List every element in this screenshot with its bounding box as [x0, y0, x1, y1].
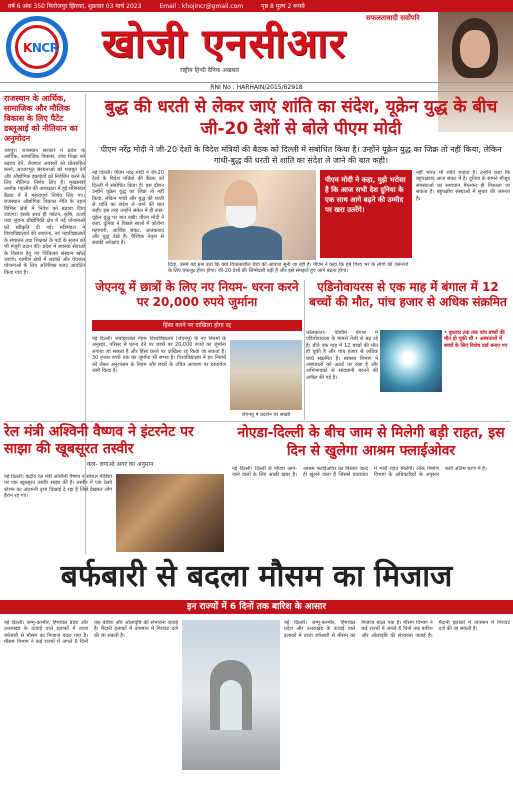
lead-column-3: दिया, उसमें यह प्रश्न उठा कि क्या विकासशील देशों की आवाज सुनी जा रही है। पीएम ने कहा कि हमें विश्व भर के लोगों की जरूरतों के लिए एकजुट होना होगा। जी-20 देशों की जिम्मेदारी बड़ी है और इसे समझते हुए आगे बढ़ना होगा। — [168, 262, 408, 275]
jnu-caption: जेएनयू में प्रदर्शन पर सख्ती — [241, 412, 291, 418]
logo-text: KNCR — [23, 41, 59, 55]
weather-body-left: नई दिल्ली। जम्मू-कश्मीर, हिमाचल प्रदेश और उत्तराखंड के ऊंचाई वाले इलाकों में ताजा बर्फबारी से मौसम का मिजाज बदल गया है। मौसम विभाग ने कई राज्यों में अगले 6 दिनों तक बारिश और ओलावृष्टि की संभावना जताई है। मैदानी इलाकों में तापमान में गिरावट दर्ज की जा सकती है। — [4, 620, 178, 646]
india-gate-photo — [182, 620, 280, 770]
rail-body: नई दिल्ली। केंद्रीय रेल मंत्री अश्विनी वैष्णव ने सोशल मीडिया पर एक खूबसूरत तस्वीर साझा की है। तस्वीर में एक रेलवे स्टेशन का अंदरूनी दृश्य दिखाई दे रहा है जिसे देखकर लोग हैरान रह गए। — [4, 474, 112, 500]
page-info: पृष्ठ 8 मूल्य 2 रूपये — [261, 3, 305, 10]
left-column-body: जयपुर। राजस्थान सरकार ने प्रदेश के आर्थिक, सामाजिक विकास, उच्च शिक्षा को बढ़ावा देने, रोजगार अवसरों को प्रोत्साहित करने, आधारभूत संरचनाओं को मजबूत देने और औद्योगिक इकाइयों को निवेशित करने के लिए नीतिगत निर्णय लिए हैं। मुख्यमंत्री अशोक गहलोत की अध्यक्षता में हुई मंत्रिमंडल बैठक में ये महत्वपूर्ण निर्णय लिए गए। राजस्थान औद्योगिक विकास नीति के तहत विभिन्न क्षेत्रों में निवेश को बढ़ावा दिया जाएगा। इसके साथ ही पर्यटन, कृषि, ऊर्जा तथा सूचना प्रौद्योगिकी क्षेत्र में नई योजनाओं को स्वीकृति दी गई। मंत्रिमंडल ने विश्वविद्यालयों की स्थापना, नए महाविद्यालयों के संचालन तथा शिक्षकों के पदों के सृजन को भी मंजूरी प्रदान की। प्रदेश में स्वास्थ्य सेवाओं के विस्तार हेतु नए चिकित्सा संस्थान खोले जाएंगे। ग्रामीण क्षेत्रों में सड़कों और पेयजल योजनाओं के लिए अतिरिक्त बजट आवंटित किया गया है। — [4, 148, 85, 276]
top-info-bar — [0, 0, 513, 12]
adeno-body: कोलकाता। पश्चिम बंगाल में एडिनोवायरस के मामले तेजी से बढ़ रहे हैं। बीते एक माह में 12 बच्चों की मौत हो चुकी है और पांच हजार से अधिक बच्चे संक्रमित हैं। स्वास्थ्य विभाग ने अस्पतालों को अलर्ट पर रखा है और अभिभावकों से सावधानी बरतने की अपील की गई है। — [306, 330, 378, 381]
photo-face — [460, 30, 490, 68]
jnu-headline[interactable]: जेएनयू में छात्रों के लिए नए नियम- धरना करने पर 20,000 रुपये जुर्माना — [95, 280, 299, 309]
masthead-tagline: सफलतावादी सर्वोपरि — [366, 14, 420, 22]
ncr-logo — [6, 16, 68, 78]
virus-illustration — [380, 330, 442, 392]
email-link[interactable]: Email : khojincr@gmail.com — [159, 2, 244, 10]
weather-headline[interactable]: बर्फबारी से बदला मौसम का मिजाज — [60, 559, 453, 594]
adeno-bullets: • बुधवार तक तक पांच बच्चों की मौत हो चुकी थी • अस्पतालों में बच्चों के लिए विशेष वार्ड बनाए गए — [444, 330, 508, 349]
photo-beard — [226, 206, 256, 228]
adeno-headline[interactable]: एडिनोवायरस से एक माह में बंगाल में 12 बच्चों की मौत, पांच हजार से अधिक संक्रमित — [309, 280, 507, 309]
railway-station-photo — [116, 474, 224, 552]
column-divider — [304, 280, 305, 420]
lead-headline[interactable]: बुद्ध की धरती से लेकर जाएं शांति का संदेश, यूक्रेन युद्ध के बीच जी-20 देशों से बोले पीएम मोदी — [104, 97, 498, 139]
weather-body-right: नई दिल्ली। जम्मू-कश्मीर, हिमाचल प्रदेश और उत्तराखंड के ऊंचाई वाले इलाकों में ताजा बर्फबारी से मौसम का मिजाज बदल गया है। मौसम विभाग ने कई राज्यों में अगले 6 दिनों तक बारिश और ओलावृष्टि की संभावना जताई है। मैदानी इलाकों में तापमान में गिरावट दर्ज की जा सकती है। — [284, 620, 510, 639]
pm-modi-photo — [168, 170, 316, 260]
masthead-subtitle: राष्ट्रीय हिन्दी दैनिक अखबार — [180, 67, 240, 74]
section-divider — [4, 421, 510, 422]
jnu-campus-photo — [230, 340, 302, 410]
jnu-body: नई दिल्ली। जवाहरलाल नेहरू विश्वविद्यालय (जेएनयू) के नए नियमों के अनुसार, परिसर में धरना देने पर छात्रों पर 20,000 रुपये का जुर्माना लगाया जा सकता है और हिंसा करने पर दाखिला रद्द किया जा सकता है। 30 हजार रुपये तक का जुर्माना भी संभव है। विश्वविद्यालय ने इन नियमों को लेकर अनुशासन के नियम और छात्रों के उचित आचरण पर दस्तावेज जारी किया है। — [92, 336, 226, 375]
gate-opening — [220, 680, 242, 730]
weather-strip: इन राज्यों में 6 दिनों तक बारिश के आसार — [0, 600, 513, 614]
rail-subhead: कल- लगाओ अगर का अनुमान — [86, 461, 154, 468]
left-column-headline: राजस्थान के आर्थिक, सामाजिक और मौलिक विकास के लिए पैटेंट डब्लूआई को नीतियान का अनुमोदन — [4, 94, 78, 143]
jnu-strip: हिंसा करने पर दाखिला होगा रद्द — [92, 320, 302, 331]
rni-number: RNI No : HARHAIN/2015/62918 — [0, 82, 513, 92]
issue-info: वर्ष 6 अंक 350 फिरोजपुर झिरका, शुक्रवार 03 मार्च 2023 — [8, 3, 142, 10]
noida-headline[interactable]: नोएडा-दिल्ली के बीच जाम से मिलेगी बड़ी राहत, इस दिन से खुलेगा आश्रम फ्लाईओवर — [237, 425, 505, 459]
noida-body: नई दिल्ली। दिल्ली से नोएडा आने-जाने वालों के लिए अच्छी खबर है। आश्रम फ्लाईओवर का विस्तार जल्द ही खुलने वाला है जिससे यातायात में भारी राहत मिलेगी। लोक निर्माण विभाग के अधिकारियों के अनुसार कार्य अंतिम चरण में है। — [232, 466, 487, 479]
lead-column-4: नहीं भारत भी शांति चाहता है। उन्होंने कहा कि बहुपक्षवाद आज संकट में है। दुनिया के सामने मौजूद समस्याओं का समाधान मिलकर ही निकाला जा सकता है। बहुपक्षीय संस्थाओं में सुधार की जरूरत है। — [416, 170, 510, 202]
lead-subhead: पीएम नरेंद्र मोदी ने जी-20 देशों के विदेश मंत्रियों की बैठक को दिल्ली में संबोधित किया है। उन्होंने यूक्रेन युद्ध का जिक्र तो नहीं किया, लेकिन गांधी-बुद्ध की धरती से शांति का संदेश ले जाने की बात कही। — [100, 145, 502, 165]
lead-quote-box: पीएम मोदी ने कहा, मुझे भरोसा है कि आज सभी देश दुनिया के एक साथ आगे बढ़ने की उम्मीद पर खरा उतरेंगे। — [320, 170, 412, 258]
photo-body — [202, 226, 282, 260]
newspaper-title: खोजी एनसीआर — [102, 20, 347, 67]
lead-column-1: नई दिल्ली। पीएम नरेंद्र मोदी ने जी-20 देशों के विदेश मंत्रियों की बैठक को दिल्ली में संबोधित किया है। इस दौरान उन्होंने यूक्रेन युद्ध का जिक्र तो नहीं किया, लेकिन गांधी और बुद्ध की धरती से शांति का संदेश ले जाने की बात कही। इस तरह उन्होंने संकेत में ही रूस-यूक्रेन युद्ध पर बात रखी। पीएम मोदी ने कहा, दुनिया ने पिछले सालों में कोरोना महामारी, आर्थिक संकट, आतंकवाद और युद्ध देखे हैं। वैश्विक नेतृत्व से सबकी अपेक्षाएं हैं। — [92, 170, 164, 247]
rail-headline[interactable]: रेल मंत्री अश्विनी वैष्णव ने इंटरनेट पर साझा की खूबसूरत तस्वीर — [4, 424, 194, 457]
